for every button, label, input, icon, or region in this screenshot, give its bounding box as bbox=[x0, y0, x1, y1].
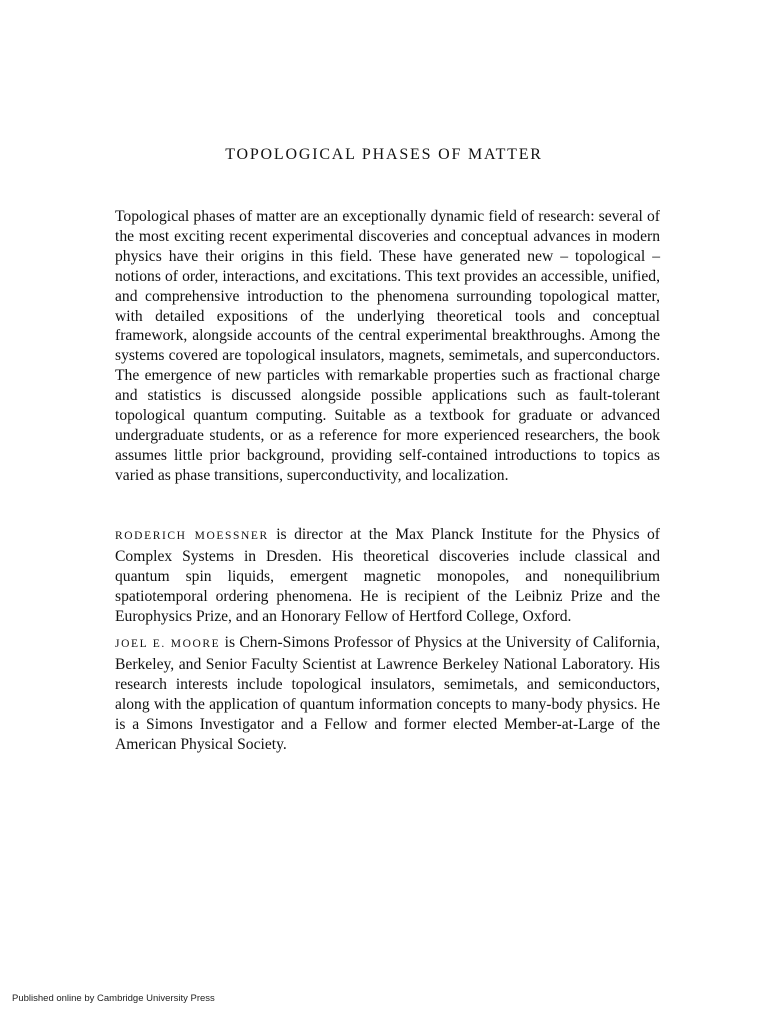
author-name: RODERICH MOESSNER bbox=[115, 530, 269, 542]
book-summary: Topological phases of matter are an exceptionally dynamic field of research: several of the most exciting recent experimental discoveries and conceptual advances in modern physics have their origins in this field. These have generated new – topological – notions of order, interactions, and excitations. This text provides an accessible, unified, and comprehensive introduction to the phenomena surrounding topological matter, with detailed expositions of the underlying theoretical tools and conceptual framework, alongside accounts of the central experimental breakthroughs. Among the systems covered are topological insulators, magnets, semimetals, and superconductors. The emergence of new particles with remarkable properties such as fractional charge and statistics is discussed alongside possible applications such as fault-tolerant topological quantum computing. Suitable as a textbook for graduate or advanced undergraduate students, or as a reference for more experienced researchers, the book assumes little prior background, providing self-contained introductions to topics as varied as phase transitions, superconductivity, and localization. bbox=[115, 208, 660, 484]
author-bio-moessner bbox=[115, 525, 660, 627]
page-title: TOPOLOGICAL PHASES OF MATTER bbox=[225, 146, 543, 163]
author-bio-text: is director at the Max Planck Institute for the Physics of Complex Systems in Dresden. His theoretical discoveries include classical and quantum spin liquids, emergent magnetic monopoles, and nonequilibrium spatiotemporal ordering phenomena. He is recipient of the Leibniz Prize and the Europhysics Prize, and an Honorary Fellow of Hertford College, Oxford. bbox=[115, 526, 660, 625]
author-name: JOEL E. MOORE bbox=[115, 638, 221, 650]
publisher-footer: Published online by Cambridge University Press bbox=[12, 993, 215, 1004]
author-bio-moore bbox=[115, 633, 660, 754]
author-bio-text: is Chern-Simons Professor of Physics at the University of California, Berkeley, and Senior Faculty Scientist at Lawrence Berkeley National Laboratory. His research interests include topological insulators, semimetals, and semiconductors, along with the application of quantum information concepts to many-body physics. He is a Simons Investigator and a Fellow and former elected Member-at-Large of the American Physical Society. bbox=[115, 634, 660, 753]
